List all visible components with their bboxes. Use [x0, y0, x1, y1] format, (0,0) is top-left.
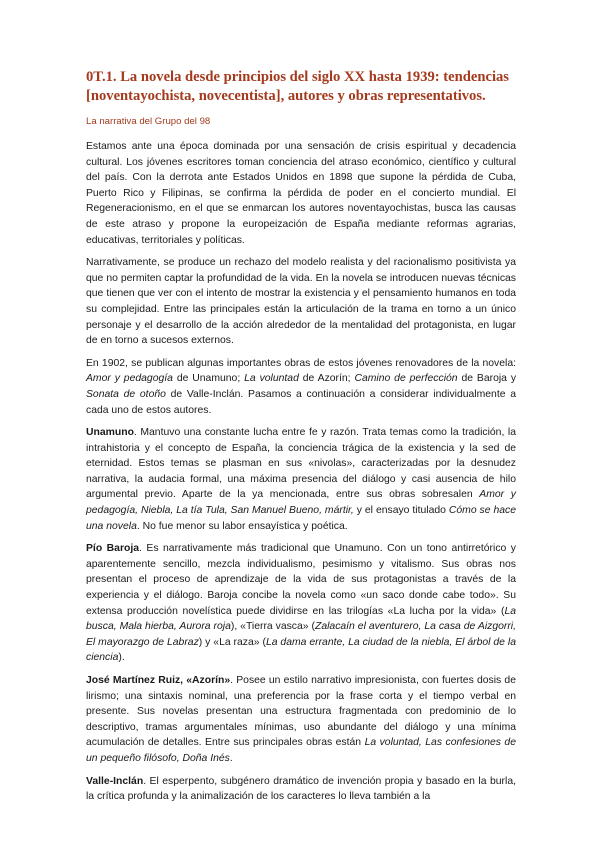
paragraph-works-1902 — [86, 356, 516, 418]
paragraph-intro: Estamos ante una época dominada por una sensación de crisis espiritual y decadencia cultural. Los jóvenes escritores toman conciencia del atraso económico, científico y cultural del país. Con la derrota ante Estados Unidos en 1898 que supone la pérdida de Cuba, Puerto Rico y Filipinas, se confirma la pérdida de poder en el concierto mundial. El Regeneracionismo, en el que se enmarcan los autores noventayochistas, busca las causas de este atraso y propone la europeización de España mediante reformas agrarias, educativas, territoriales y políticas. — [86, 141, 516, 246]
author-name: Pío Baroja — [86, 543, 140, 555]
work-title: Amor y pedagogía — [86, 373, 173, 385]
text-span: y el ensayo titulado — [353, 505, 449, 517]
text-span: de Baroja y — [457, 373, 517, 385]
text-span: . Es narrativamente más tradicional que Unamuno. Con un tono antirretórico y aparentemente sencillo, mezcla individualismo, pesimismo y vitalismo. Sus obras nos presentan el proceso de aprendizaje de la vida de sus protagonistas a través de la experiencia y el diálogo. Baroja concibe la novela como «un saco donde cabe todo». Su extensa producción novelística puede dividirse en las trilogías «La lucha por la vida» ( — [86, 543, 516, 617]
document-title: 0T.1. La novela desde principios del siglo XX hasta 1939: tendencias [noventayochista, novecentista], autores y obras representativos. — [86, 69, 509, 104]
text-span: ), «Tierra vasca» ( — [230, 621, 315, 633]
work-title: Zalacaín el aventurero, La casa de Aizgorri, El mayorazgo de Labraz — [86, 621, 516, 648]
text-span: de Unamuno; — [172, 373, 245, 385]
paragraph-baroja — [86, 541, 516, 666]
text-span: . Mantuvo una constante lucha entre fe y razón. Trata temas como la tradición, la intrahistoria y el concepto de España, la conciencia trágica de la existencia y la sed de eternidad. Estos temas se plasman en sus «nivolas», caracterizadas por la desnudez narrativa, la audacia formal, una máxima presencia del diálogo y casi ausencia de hilo argumental previo. Aparte de la ya mencionada, entre sus obras sobresalen — [86, 427, 516, 501]
text-span: . El esperpento, subgénero dramático de invención propia y basado en la burla, la crítica profunda y la animalización de los caracteres lo lleva también a la — [86, 775, 516, 803]
text-span: . — [229, 752, 233, 764]
text-span: de Valle-Inclán. Pasamos a continuación a considerar individualmente a cada uno de estos autores. — [86, 388, 516, 416]
paragraph-azorin — [86, 673, 516, 767]
work-title: Sonata de otoño — [86, 388, 166, 400]
text-span: . Posee un estilo narrativo impresionista, con fuertes dosis de lirismo; una sintaxis nominal, una preferencia por la frase corta y el tiempo verbal en presente. Sus novelas presentan una estructura fragmentada con predominio de lo descriptivo, tramas argumentales mínimas, uso abundante del diálogo y una mínima acumulación de detalles. Entre sus principales obras están — [86, 675, 516, 749]
work-title: Amor y pedagogía, Niebla, La tía Tula, San Manuel Bueno, mártir, — [86, 489, 516, 517]
work-title: La dama errante, La ciudad de la niebla, El árbol de la ciencia — [86, 636, 516, 664]
author-name: Unamuno — [86, 427, 134, 439]
text-span: de Azorín; — [298, 373, 355, 385]
section-heading: La narrativa del Grupo del 98 — [86, 116, 211, 127]
work-title: La busca, Mala hierba, Aurora roja — [86, 605, 516, 633]
work-title: La voluntad — [244, 373, 299, 385]
text-span: ). — [118, 652, 125, 664]
paragraph-unamuno — [86, 425, 516, 534]
text-span: ) y «La raza» ( — [198, 636, 266, 648]
document-page — [86, 68, 516, 812]
paragraph-narrative: Narrativamente, se produce un rechazo del modelo realista y del racionalismo positivista ya que no permiten captar la profundidad de la vida. En la novela se introducen nuevas técnicas que tienen que ver con el intento de mostrar la existencia y el pensamiento humanos en toda su complejidad. Entre las principales están la articulación de la trama en torno a un único personaje y el desarrollo de la acción alrededor de la mentalidad del protagonista, en lugar de en torno a sucesos externos. — [86, 257, 516, 347]
text-span: . No fue menor su labor ensayística y poética. — [136, 520, 348, 532]
author-name: José Martínez Ruiz, «Azorín» — [86, 675, 231, 686]
paragraph-valle-inclan — [86, 774, 516, 805]
text-span: En 1902, se publican algunas importantes obras de estos jóvenes renovadores de la novela: — [86, 357, 516, 369]
author-name: Valle-Inclán — [86, 775, 144, 787]
work-title: Camino de perfección — [354, 373, 458, 385]
work-title: La voluntad, Las confesiones de un pequeño filósofo, Doña Inés — [86, 737, 516, 764]
work-title: Cómo se hace una novela — [86, 505, 517, 532]
